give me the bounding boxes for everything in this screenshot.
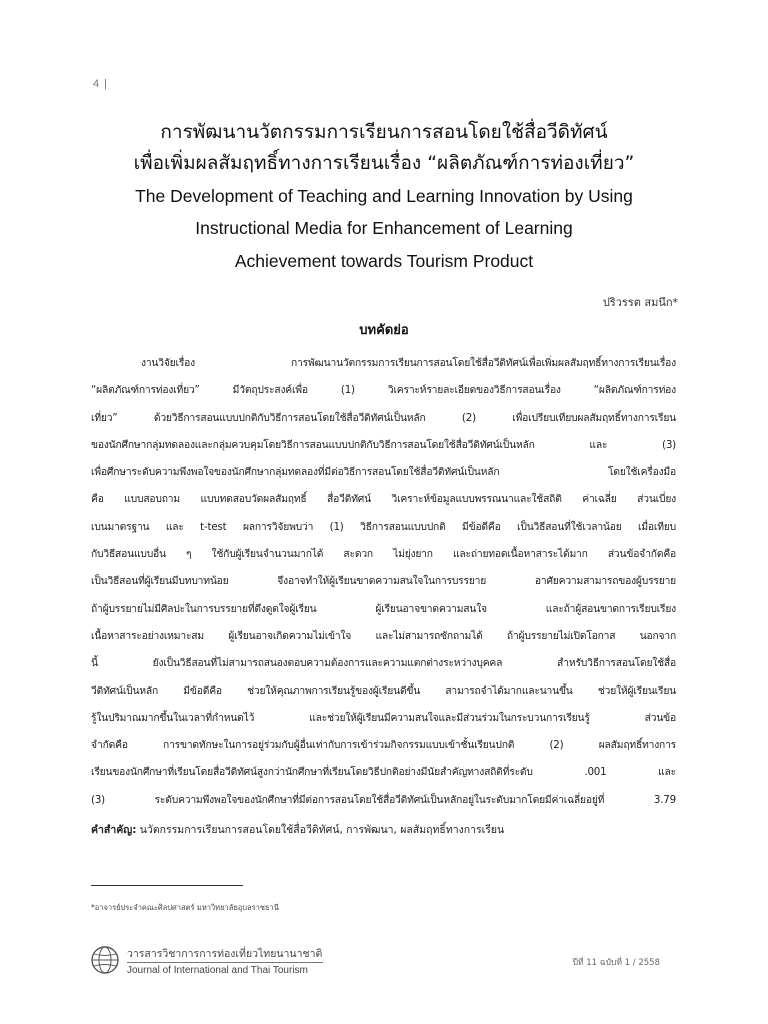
journal-name-thai: วารสารวิชาการการท่องเที่ยวไทยนานาชาติ (127, 948, 323, 960)
abstract-line: วีดิทัศน์เป็นหลัก มีข้อดีคือ ช่วยให้คุณภาพการเรียนรู้ของผู้เรียนดีขึ้น สามารถจำได้มากและนานขึ้น ช่วยให้ผู้เรียนเรียน (91, 684, 676, 697)
keywords (91, 821, 504, 838)
title-english-line-3: Achievement towards Tourism Product (234, 251, 534, 271)
abstract-line: รู้ในปริมาณมากขึ้นในเวลาที่กำหนดไว้ และช่วยให้ผู้เรียนมีความสนใจและมีส่วนร่วมในกระบวนการเรียนรู้ ส่วนข้อ (91, 711, 676, 724)
abstract-line: จำกัดคือ การขาดทักษะในการอยู่ร่วมกับผู้อื่นเท่ากับการเข้าร่วมกิจกรรมแบบเข้าชั้นเรียนปกติ (2) ผลสัมฤทธิ์ทางการ (91, 739, 676, 752)
abstract-line: เพื่อศึกษาระดับความพึงพอใจของนักศึกษากลุ่มทดลองที่มีต่อวิธีการสอนโดยใช้สื่อวีดิทัศน์เป็นหลัก โดยใช้เครื่องมือ (91, 466, 676, 479)
title-thai-line-2: เพื่อเพิ่มผลสัมฤทธิ์ทางการเรียนเรื่อง “ผลิตภัณฑ์การท่องเที่ยว” (133, 152, 635, 174)
abstract-line: เรียนของนักศึกษาที่เรียนโดยสื่อวีดิทัศน์สูงกว่านักศึกษาที่เรียนโดยวิธีปกติอย่างมีนัยสำคัญทางสถิติที่ระดับ .001 และ (91, 766, 676, 779)
abstract-line: กับวิธีสอนแบบอื่น ๆ ใช้กับผู้เรียนจำนวนมากได้ สะดวก ไม่ยุ่งยาก และถ่ายทอดเนื้อหาสาระได้มาก ส่วนข้อจำกัดคือ (91, 548, 676, 561)
abstract-line: เนื้อหาสาระอย่างเหมาะสม ผู้เรียนอาจเกิดความไม่เข้าใจ และไม่สามารถซักถามได้ ถ้าผู้บรรยายไม่เปิดโอกาส นอกจาก (91, 629, 676, 642)
abstract-line: นี้ ยังเป็นวิธีสอนที่ไม่สามารถสนองตอบความต้องการและความแตกต่างระหว่างบุคคล สำหรับวิธีการสอนโดยใช้สื่อ (91, 657, 676, 670)
abstract-line: เบนมาตรฐาน และ t-test ผลการวิจัยพบว่า (1) วิธีการสอนแบบปกติ มีข้อดีคือ เป็นวิธีสอนที่ใช้เวลาน้อย เมื่อเทียบ (91, 520, 676, 533)
abstract-line: (3) ระดับความพึงพอใจของนักศึกษาที่มีต่อการสอนโดยใช้สื่อวีดิทัศน์เป็นหลักอยู่ในระดับมากโดยมีค่าเฉลี่ยอยู่ที่ 3.79 (91, 793, 676, 806)
abstract-line: ถ้าผู้บรรยายไม่มีศิลปะในการบรรยายที่ดึงดูดใจผู้เรียน ผู้เรียนอาจขาดความสนใจ และถ้าผู้สอนขาดการเรียบเรียง (91, 602, 676, 615)
abstract-line: เป็นวิธีสอนที่ผู้เรียนมีบทบาทน้อย จึงอาจทำให้ผู้เรียนขาดความสนใจในการบรรยาย อาศัยความสามารถของผู้บรรยาย (91, 575, 676, 588)
keywords-label: คำสำคัญ: (91, 824, 137, 836)
footnote: *อาจารย์ประจำคณะศิลปศาสตร์ มหาวิทยาลัยอุบลราชธานี (91, 903, 279, 912)
journal-divider (127, 962, 323, 963)
page-number: 4 | (93, 78, 109, 90)
issue-info: ปีที่ 11 ฉบับที่ 1 / 2558 (572, 958, 660, 968)
abstract-body (91, 350, 676, 814)
title-english-line-1: The Development of Teaching and Learning Innovation by Using (135, 186, 633, 206)
journal-globe-logo-icon (90, 945, 120, 975)
author-name: ปริวรรต สมนึก* (602, 296, 678, 309)
abstract-line: เที่ยว” ด้วยวิธีการสอนแบบปกติกับวิธีการสอนโดยใช้สื่อวีดิทัศน์เป็นหลัก (2) เพื่อเปรียบเทียบผลสัมฤทธิ์ทางการเรียน (91, 411, 676, 424)
footnote-divider (91, 885, 243, 886)
title-thai-line-1: การพัฒนานวัตกรรมการเรียนการสอนโดยใช้สื่อวีดิทัศน์ (160, 121, 608, 143)
abstract-heading: บทคัดย่อ (359, 323, 409, 338)
abstract-line: คือ แบบสอบถาม แบบทดสอบวัดผลสัมฤทธิ์ สื่อวีดิทัศน์ วิเคราะห์ข้อมูลแบบพรรณนาและใช้สถิติ ค่าเฉลี่ย ส่วนเบี่ยง (91, 493, 676, 506)
abstract-line: ของนักศึกษากลุ่มทดลองและกลุ่มควบคุมโดยวิธีการสอนแบบปกติกับวิธีการสอนโดยใช้สื่อวีดิทัศน์เป็นหลัก และ (3) (91, 438, 676, 451)
keywords-text: นวัตกรรมการเรียนการสอนโดยใช้สื่อวีดิทัศน์, การพัฒนา, ผลสัมฤทธิ์ทางการเรียน (139, 824, 505, 836)
abstract-line: งานวิจัยเรื่อง การพัฒนานวัตกรรมการเรียนการสอนโดยใช้สื่อวีดิทัศน์เพื่อเพิ่มผลสัมฤทธิ์ทางการเรียนเรื่อง (141, 357, 676, 369)
title-english-line-2: Instructional Media for Enhancement of Learning (195, 218, 573, 238)
abstract-line: “ผลิตภัณฑ์การท่องเที่ยว” มีวัตถุประสงค์เพื่อ (1) วิเคราะห์รายละเอียดของวิธีการสอนเรื่อง “ผลิตภัณฑ์การท่อง (91, 384, 676, 397)
journal-name-english: Journal of International and Thai Tourism (127, 965, 308, 976)
